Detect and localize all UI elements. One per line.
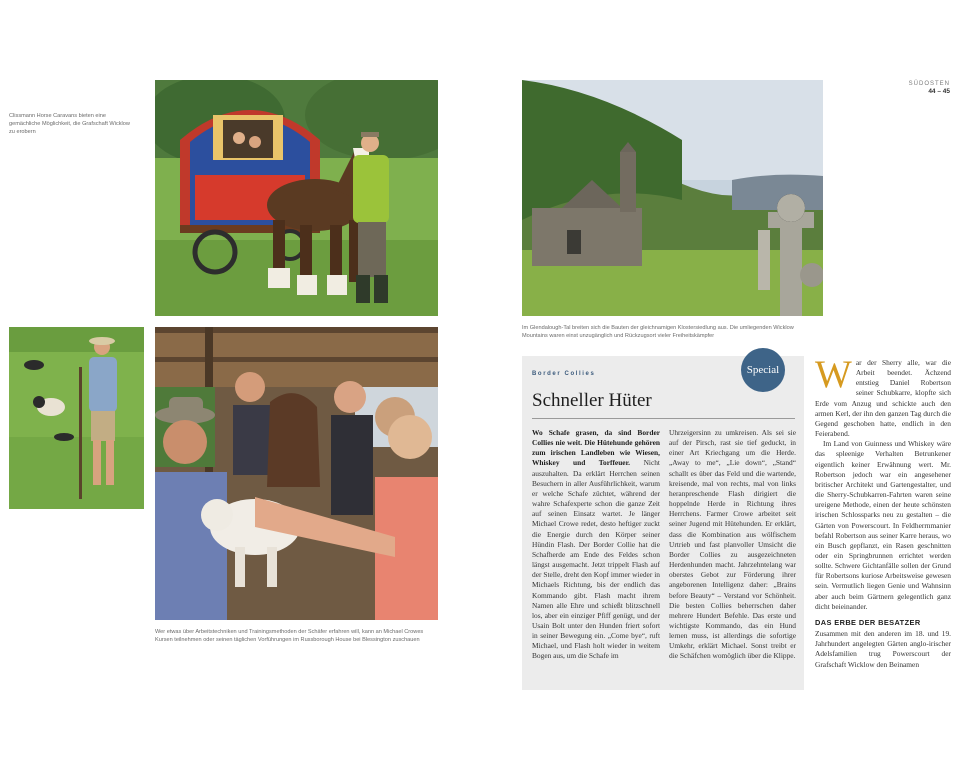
special-badge: Special [741, 348, 785, 392]
article-column-2-body: Uhrzeigersinn zu umkreisen. Als sei sie auf der Pirsch, rast sie tief geduckt, in einer Art Kriechgang um die Herde. „Away to me“, „Lie down“, „Stand“ schallt es über das Feld und die wartende, kreisende, mal von rechts, mal von links heranpreschende Flash dirigiert die hoppelnde Herde in Richtung ihres Herrchens. Farmer Crowe arbeitet seit seiner Jugend mit Hütehunden. Er erklärt, dass die Kombination aus wölfischem Urtrieb und fast planvoller Umsicht die Border Collies zu ausgezeichneten Herdenhunden macht. Jahrzehntelang war oberstes Gebot zur Förderung ihrer angeborenen Intelligenz daher: „Brains before Beauty“ – Verstand vor Schönheit. Die besten Collies beherrschen daher mehrere Hundert Befehle. Das erste und wichtigste Kommando, das ein Hund lernen muss, ist allerdings die sofortige Umkehr, erklärt Michael. Sonst treibt er die Schäfchen womöglich über die Klippe. [669, 428, 796, 661]
page-numbers: 44 – 45 [928, 88, 950, 95]
photo-lamb-group [155, 327, 438, 620]
photo-shepherd [9, 327, 144, 509]
horse-caravan-image [155, 80, 438, 316]
column-3-paragraph-2: Im Land von Guinness und Whiskey wäre das spleenige Verhalten Betrunkener eigentlich keiner Erwähnung wert. Mr. Robertson jedoch war ein angesehener britischer Architekt und Gartengestalter, und die Sherry-Schubkarren-Fahrten waren seine ureigene Methode, einen der heute schönsten irischen Schlossparks neu zu gestalten – die Gärten von Powerscourt. In Feldherrnmanier befahl Robertson aus seiner Karre heraus, wo ein Busch gepflanzt, ein Rasen geschnitten oder ein Springbrunnen errichtet werden sollte. Schwere Gichtanfälle sollen der Grund für Robertsons kuriose Arbeitsweise gewesen sein. Vermutlich liegen Genie und Wahnsinn aber auch beim Gärtnern gelegentlich ganz dicht beieinander. [815, 439, 951, 611]
article-column-1-body: Nicht auszuhalten. Da erklärt Herrchen seinen Besuchern in aller Ausführlichkeit, warum er welche Schafe züchtet, während der wahre Schafexperte schon die ganze Zeit auf seinen Einsatz wartet. Je länger Michael Crowe redet, desto heftiger zuckt die Energie durch den Körper seiner Hündin Flash. Der Border Collie hat die Schafherde am Ende des Feldes schon längst ausgemacht. Jetzt trippelt Flash auf der Stelle, dreht den Kopf immer wieder in Michaels Richtung, bis der endlich das Kommando gibt. Flash macht ihrem Namen alle Ehre und schießt blitzschnell los, aber ein einziger Pfiff genügt, und der Usain Bolt unter den Hunden friert sofort in seiner Bewegung ein. „Come bye“, ruft Michael, und Flash holt wieder in weitem Bogen aus, um die Schafe im [532, 458, 660, 661]
column-3-paragraph-3: Zusammen mit den anderen im 18. und 19. Jahrhundert angelegten Gärten anglo-irischer Adelsfamilien trug Powerscourt der Grafschaft Wicklow den Beinamen [815, 629, 951, 669]
article-column-2 [669, 428, 796, 684]
section-label: SÜDOSTEN [908, 81, 950, 87]
article-kicker: Border Collies [532, 371, 596, 377]
article-lead: Wo Schafe grasen, da sind Border Collies nie weit. Die Hütehunde gehören zum irischen Landleben wie Wiesen, Whiskey und Torffeuer. [532, 428, 660, 468]
page-header [909, 80, 950, 96]
shepherd-image [9, 327, 144, 509]
photo-glendalough [522, 80, 823, 316]
article-headline: Schneller Hüter [532, 390, 652, 411]
caption-horse-caravan: Clissmann Horse Caravans bieten eine gemächliche Möglichkeit, die Grafschaft Wicklow zu erobern [9, 113, 130, 135]
article-column-3 [815, 358, 951, 692]
lamb-group-image [155, 327, 438, 620]
photo-horse-caravan [155, 80, 438, 316]
glendalough-image [522, 80, 823, 316]
drop-cap: W [815, 358, 852, 396]
caption-glendalough: Im Glendalough-Tal breiten sich die Bauten der gleichnamigen Klostersiedlung aus. Die umliegenden Wicklow Mountains waren einst unzugänglich und Rückzugsort vieler Freiheitskämpfer [522, 325, 794, 339]
column-3-paragraph-1: ar der Sherry alle, war die Arbeit beendet. Ächzend entstieg Daniel Robertson seiner Schubkarre, klopfte sich Erde vom Anzug und schickte auch den armen Kerl, der ihn den ganzen Tag durch die Gegend geschoben hatte, endlich in den Feierabend. [815, 358, 951, 439]
column-3-subhead: DAS ERBE DER BESATZER [815, 617, 921, 627]
article-column-1 [532, 428, 660, 684]
headline-divider [532, 418, 795, 419]
caption-lamb-group: Wer etwas über Arbeitstechniken und Trainingsmethoden der Schäfer erfahren will, kann an Michael Crowes Kursen teilnehmen oder seinen täglichen Vorführungen im Russborough House bei Blessington zuschauen [155, 629, 424, 643]
